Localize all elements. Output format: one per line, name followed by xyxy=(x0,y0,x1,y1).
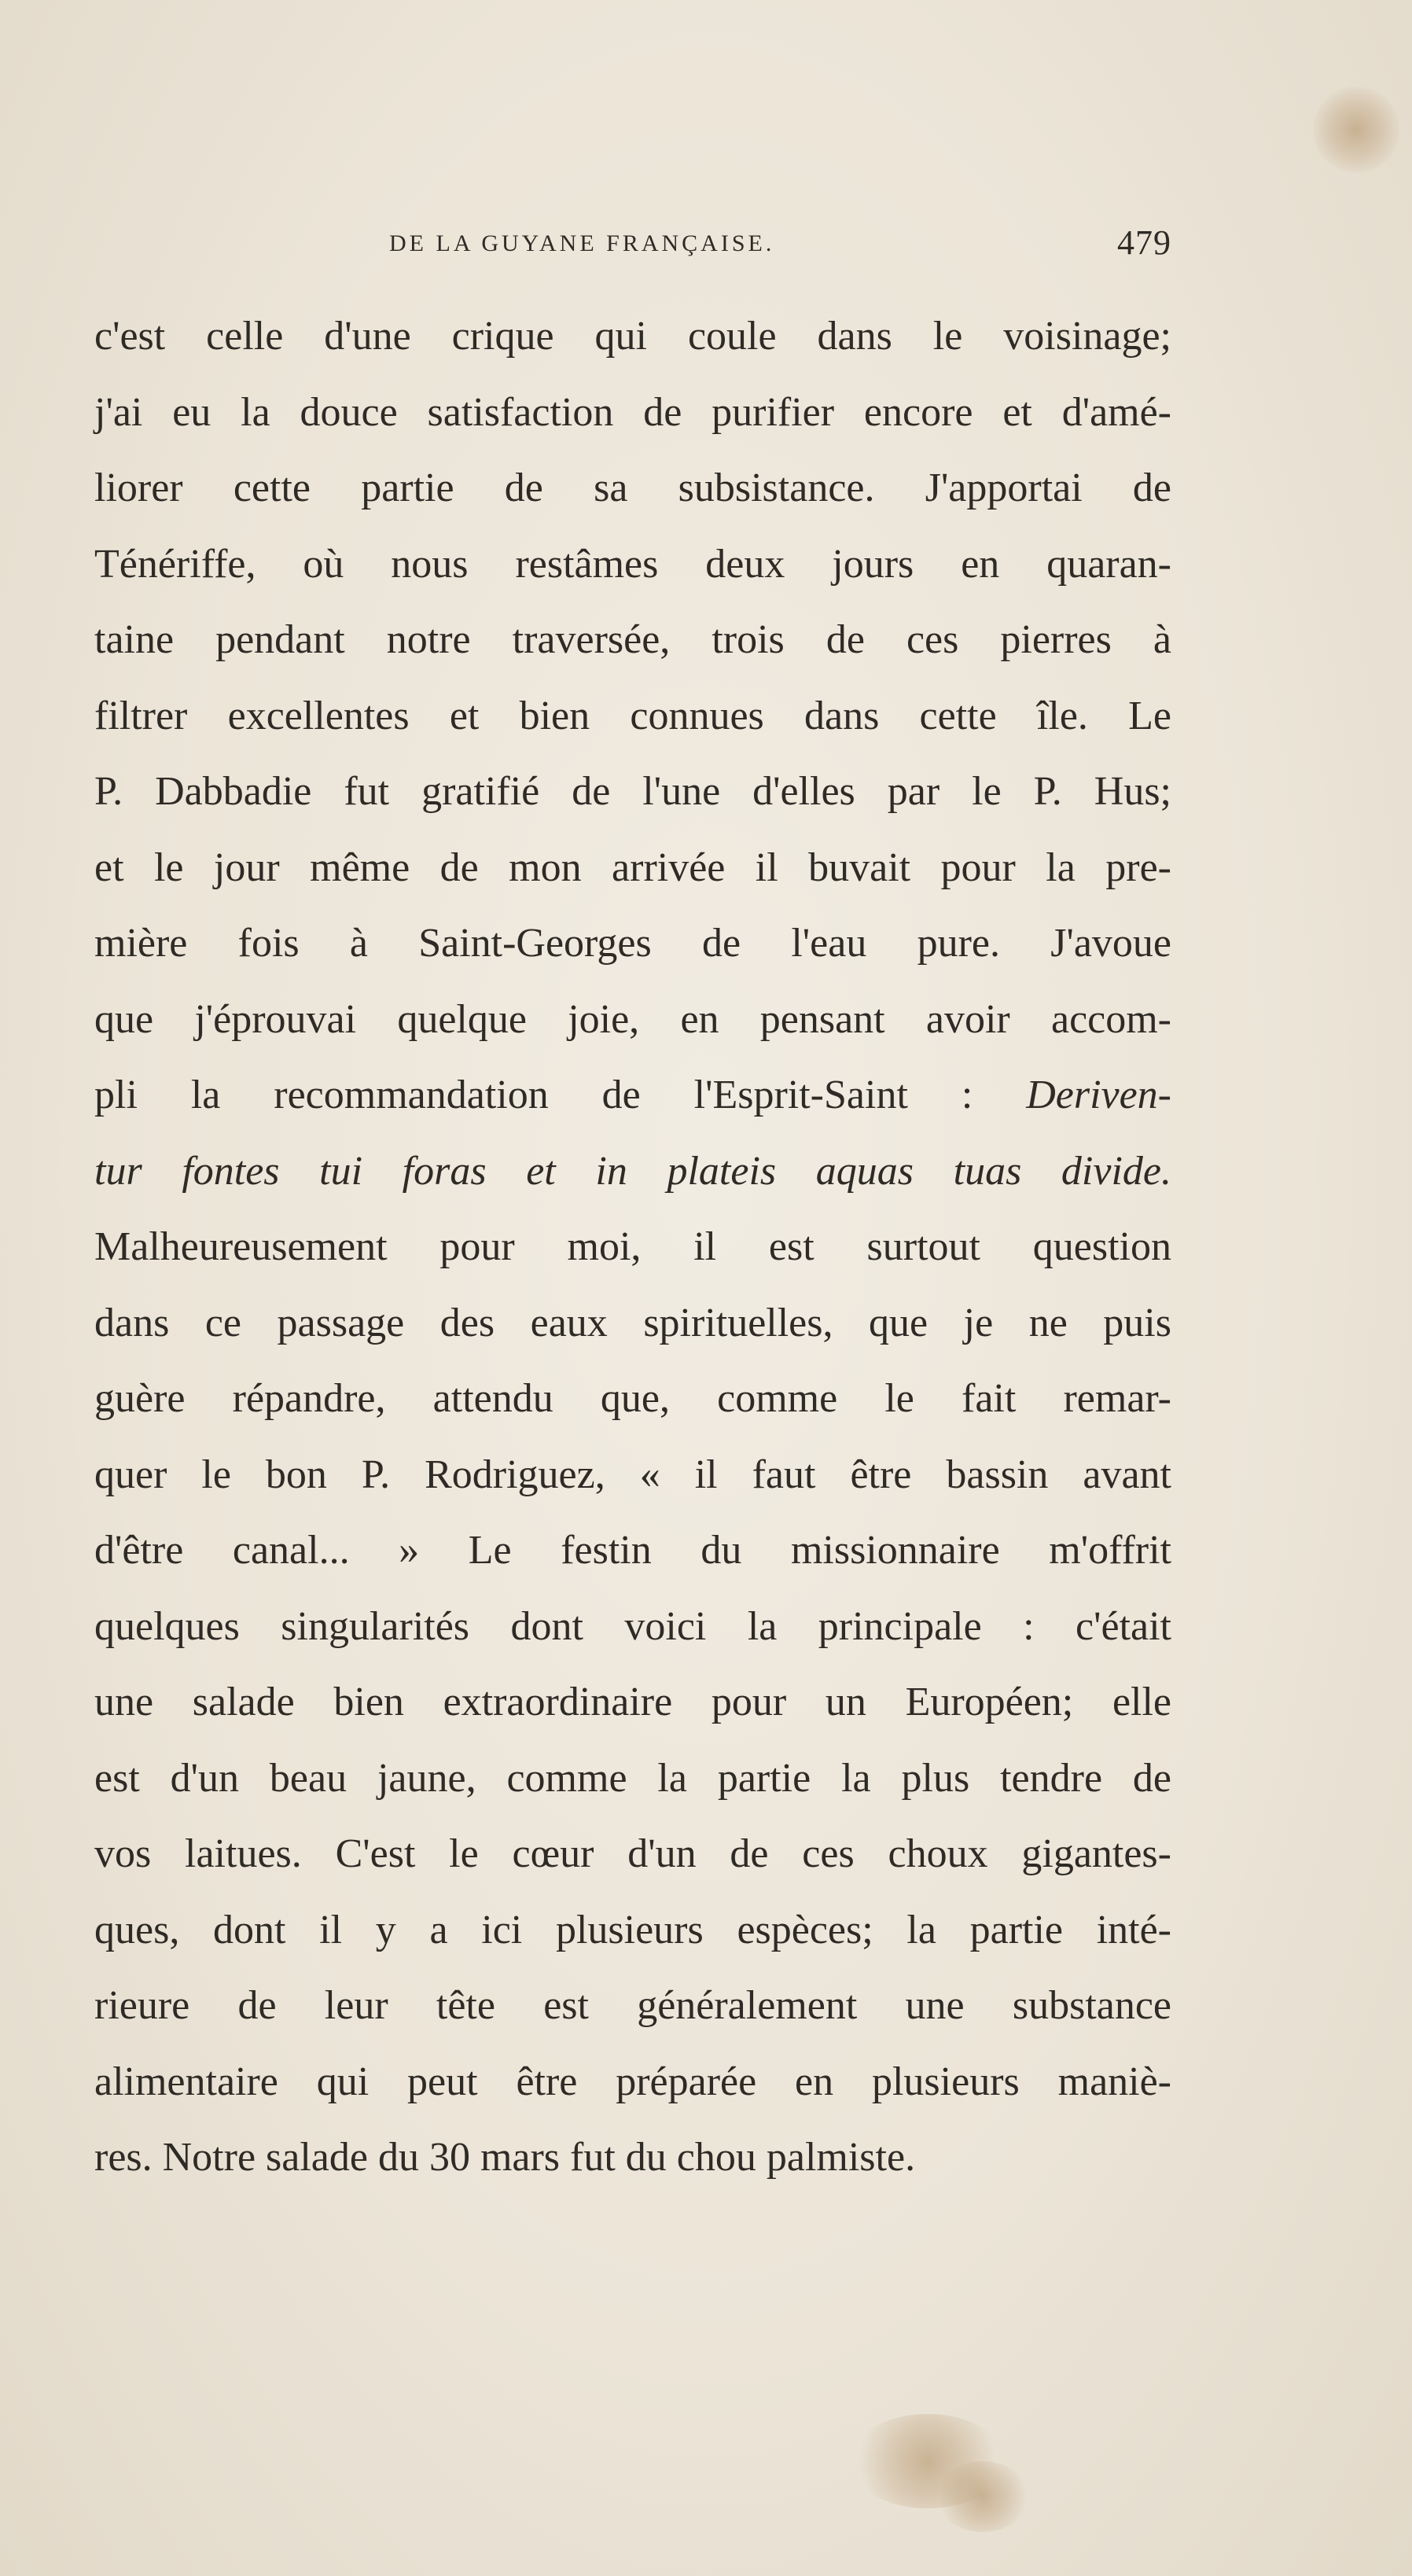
running-title: DE LA GUYANE FRANÇAISE. xyxy=(389,230,775,256)
text-line: quelques singularités dont voici la principale : c'était xyxy=(94,1603,1171,1649)
latin-quote: Deriven- xyxy=(1026,1073,1171,1117)
foxing-stain xyxy=(936,2461,1030,2532)
text-line: dans ce passage des eaux spirituelles, que je ne puis xyxy=(94,1300,1171,1345)
text-line: j'ai eu la douce satisfaction de purifier encore et d'amé- xyxy=(94,389,1171,435)
text-line: Ténériffe, où nous restâmes deux jours en quaran- xyxy=(94,541,1171,587)
text-line: liorer cette partie de sa subsistance. J'apportai de xyxy=(94,466,1171,510)
latin-quote: tur fontes tui foras et in plateis aquas tuas divide. xyxy=(94,1148,1171,1194)
text-line: est d'un beau jaune, comme la partie la plus tendre de xyxy=(94,1755,1171,1801)
text-line: que j'éprouvai quelque joie, en pensant avoir accom- xyxy=(94,996,1171,1042)
text-line: d'être canal... » Le festin du missionnaire m'offrit xyxy=(94,1528,1171,1573)
foxing-stain xyxy=(1313,86,1399,173)
text-line: mière fois à Saint-Georges de l'eau pure. J'avoue xyxy=(94,921,1171,966)
text-line: res. Notre salade du 30 mars fut du chou palmiste. xyxy=(94,2135,916,2180)
body-text xyxy=(94,299,1171,2196)
text-line: guère répandre, attendu que, comme le fait remar- xyxy=(94,1376,1171,1421)
text-line: taine pendant notre traversée, trois de ces pierres à xyxy=(94,617,1171,662)
text-line xyxy=(94,1058,1171,1134)
text-line: rieure de leur tête est généralement une substance xyxy=(94,1983,1171,2028)
text-line xyxy=(94,1134,1171,1210)
text-line: c'est celle d'une crique qui coule dans le voisinage; xyxy=(94,314,1171,359)
text-segment: pli la recommandation de l'Esprit-Saint : xyxy=(94,1073,973,1117)
text-line: et le jour même de mon arrivée il buvait pour la pre- xyxy=(94,845,1171,890)
text-line: P. Dabbadie fut gratifié de l'une d'elles par le P. Hus; xyxy=(94,769,1171,814)
text-line: filtrer excellentes et bien connues dans cette île. Le xyxy=(94,693,1171,738)
page-number: 479 xyxy=(1117,223,1171,262)
text-line: Malheureusement pour moi, il est surtout question xyxy=(94,1224,1171,1269)
text-line: une salade bien extraordinaire pour un Européen; elle xyxy=(94,1680,1171,1724)
page-header xyxy=(94,224,1171,263)
text-line: alimentaire qui peut être préparée en plusieurs maniè- xyxy=(94,2059,1171,2104)
text-line: quer le bon P. Rodriguez, « il faut être bassin avant xyxy=(94,1452,1171,1497)
text-line: ques, dont il y a ici plusieurs espèces; la partie inté- xyxy=(94,1907,1171,1952)
text-line: vos laitues. C'est le cœur d'un de ces choux gigantes- xyxy=(94,1831,1171,1876)
